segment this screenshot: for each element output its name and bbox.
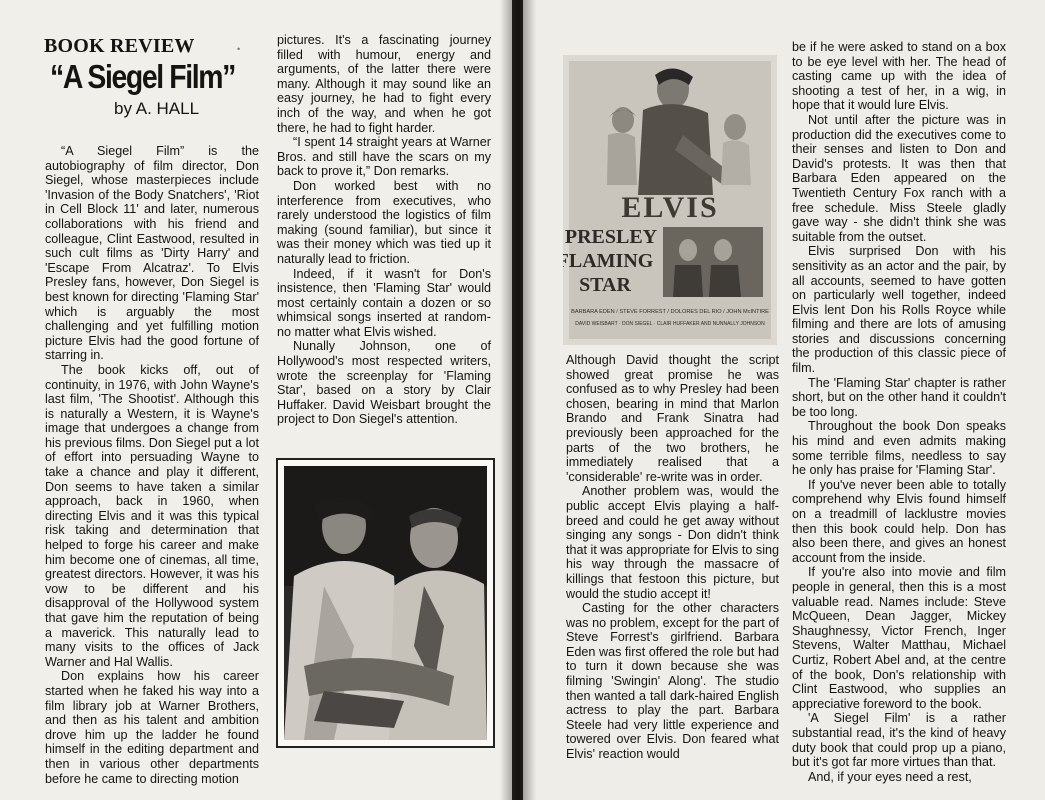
photo-illustration	[284, 466, 487, 740]
paragraph: The book kicks off, out of continuity, in 1976, with John Wayne's last film, 'The Shootist'. Although this is naturally a Western, it is Wayne's image that undergoes a change from his previous films. Don Siegel put a lot of effort into persuading Wayne to take a chance and play it different, Don seems to have taken a similar approach, back in 1960, when directing Elvis and it was this typical risk taking and determination that helped to forge his career and make him become one of cinemas, all time, greatest directors. However, it was his vow to be different and his disapproval of the Hollywood system that gave him the reputation of being a maverick. This naturally lead to many visits to the offices of Jack Warner and Hal Wallis.	[45, 362, 259, 669]
movie-poster	[563, 55, 777, 345]
film-still-photo	[276, 458, 495, 748]
paragraph: Elvis surprised Don with his sensitivity as an actor and the pair, by all accounts, seemed to have gotten on particularly well together, indeed Elvis lent Don his Rolls Royce while filming and there are lots of amusing stories and discussions concerning the production of this classic piece of film.	[792, 244, 1006, 376]
right-page	[523, 0, 1045, 800]
paragraph: “I spent 14 straight years at Warner Bros. and still have the scars on my back to prove it,” Don remarks.	[277, 135, 491, 179]
paragraph: And, if your eyes need a rest,	[808, 769, 972, 784]
poster-illustration	[563, 55, 777, 345]
column-1	[45, 144, 259, 786]
paragraph: The 'Flaming Star' chapter is rather short, but on the other hand it couldn't be too long.	[792, 375, 1006, 419]
page-mark: •	[237, 44, 241, 54]
poster-cast: BARBARA EDEN / STEVE FORREST / DOLORES DEL RIO / JOHN McINTIRE	[571, 309, 769, 315]
byline: by A. HALL	[114, 99, 200, 118]
paragraph: Although David thought the script showed great promise he was confused as to why Presley had been chosen, bearing in mind that Marlon Brando and Frank Sinatra had previously been approached for the parts of the two brothers, he immediately realised that a 'considerable' re-write was in order.	[566, 353, 779, 484]
poster-title-flaming: FLAMING	[563, 250, 654, 272]
left-page	[0, 0, 512, 800]
poster-credits: DAVID WEISBART · DON SIEGEL · CLAIR HUFFAKER AND NUNNALLY JOHNSON	[575, 321, 765, 327]
paragraph: be if he were asked to stand on a box to be eye level with her. The head of casting came up with the idea of shooting a test of her, in a wig, in hope that it would lure Elvis.	[792, 40, 1006, 113]
paragraph: pictures. It's a fascinating journey filled with humour, energy and arguments, of the latter there were many. Although it may sound like an easy journey, he had to fight every inch of the way, and when he got there, he had to fight harder.	[277, 33, 491, 135]
section-kicker: BOOK REVIEW	[44, 35, 195, 57]
paragraph: If you're also into movie and film people in general, then this is a most valuable read. Names include: Steve McQueen, Dean Jagger, Mickey Shaughnessy, Victor French, Inger Stevens, Walter Matthau, Michael Curtiz, Robert Abel and, at the centre of the book, Don's relationship with Clint Eastwood, who supplies an appreciative foreword to the book.	[792, 565, 1006, 711]
column-4	[792, 40, 1006, 784]
poster-title-presley: PRESLEY	[564, 226, 658, 248]
column-2	[277, 33, 491, 427]
poster-title-elvis: ELVIS	[621, 191, 719, 224]
paragraph: Not until after the picture was in production did the executives come to their senses and listen to Don and David's protests. It was then that Barbara Eden appeared on the Twentieth Century Fox ranch with a free schedule. Miss Steele gladly gave way - she didn't think she was suitable from the outset.	[792, 112, 1006, 244]
paragraph: “A Siegel Film” is the autobiography of film director, Don Siegel, whose masterpieces include 'Invasion of the Body Snatchers', 'Riot in Cell Block 11' and later, numerous collaborations with his friend and colleague, Clint Eastwood, resulted in such cult films as 'Dirty Harry' and 'Escape From Alcatraz'. To Elvis Presley fans, however, Don Siegel is best known for directing 'Flaming Star' which is arguably the most challenging and yet fulfilling motion picture Elvis had the good fortune of starring in.	[45, 144, 259, 363]
paragraph: Casting for the other characters was no problem, except for the part of Steve Forrest's girlfriend. Barbara Eden was first offered the role but had to turn it down because she was filming 'Swingin' Along'. The studio then wanted a tall dark-haired English actress to play the part. Barbara Steele had very little experience and towered over Elvis. Don feared what Elvis' reaction would	[566, 601, 779, 762]
paragraph: Nunally Johnson, one of Hollywood's most respected writers, wrote the screenplay for 'Flaming Star', based on a story by Clair Huffaker. David Weisbart brought the project to Don Siegel's attention.	[277, 339, 491, 427]
poster-title-star: STAR	[579, 274, 631, 296]
paragraph: Indeed, if it wasn't for Don's insistence, then 'Flaming Star' would most certainly contain a dozen or so whimsical songs inserted at random- no matter what Elvis wished.	[277, 266, 491, 339]
paragraph: Another problem was, would the public accept Elvis playing a half-breed and could he get away without singing any songs - Don didn't think that it was appropriate for Elvis to sing his way through the massacre of killings that festoon this picture, but would the studio accept it!	[566, 484, 779, 601]
article-title: “A Siegel Film”	[50, 58, 235, 95]
paragraph: 'A Siegel Film' is a rather substantial read, it's the kind of heavy duty book that could prop up a piano, but it's got far more virtues than that.	[792, 711, 1006, 770]
column-3	[566, 353, 779, 762]
paragraph: Don explains how his career started when he faked his way into a film library job at Warner Brothers, and then as his talent and ambition drove him up the ladder he found himself in the editing department and then in various other departments before he came to directing motion	[45, 669, 259, 786]
book-spine	[500, 0, 536, 800]
paragraph: If you've never been able to totally comprehend why Elvis found himself on a treadmill of lacklustre movies then this book could help. Don has also been there, and gives an honest account from the inside.	[792, 477, 1006, 565]
paragraph: Don worked best with no interference from executives, who rarely understood the logistics of film making (sound familiar), but since it was their money which was tied up it naturally lead to friction.	[277, 178, 491, 266]
photo-image	[284, 466, 487, 740]
paragraph: Throughout the book Don speaks his mind and even admits making some terrible films, needless to say he only has praise for 'Flaming Star'.	[792, 419, 1006, 478]
